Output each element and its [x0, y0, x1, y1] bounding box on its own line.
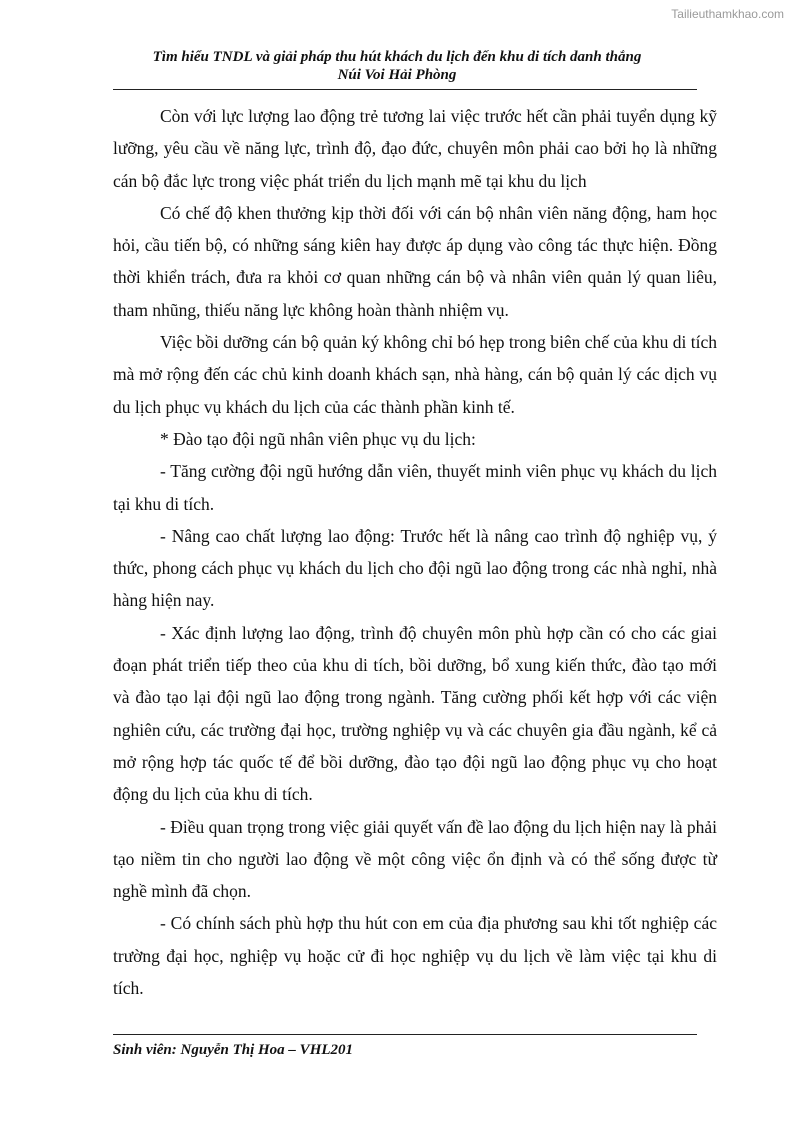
paragraph-bullet-2: - Nâng cao chất lượng lao động: Trước hết là nâng cao trình độ nghiệp vụ, ý thức, phong cách phục vụ khách du lịch cho đội ngũ lao động trong các nhà nghỉ, nhà hàng hiện nay.: [113, 525, 717, 611]
paragraph-bullet-3: - Xác định lượng lao động, trình độ chuyên môn phù hợp cần có cho các giai đoạn phát triển tiếp theo của khu di tích, bồi dưỡng, bổ xung kiến thức, đào tạo mới và đào tạo lại đội ngũ lao động trong ngành. Tăng cường phối kết hợp với các viện nghiên cứu, các trường đại học, trường nghiệp vụ và các chuyên gia đầu ngành, kể cả mở rộng hợp tác quốc tế để bồi dưỡng, đào tạo đội ngũ lao động phục vụ cho hoạt động du lịch của khu di tích.: [113, 622, 717, 805]
paragraph-bullet-5: - Có chính sách phù hợp thu hút con em của địa phương sau khi tốt nghiệp các trường đại học, nghiệp vụ hoặc cử đi học nghiệp vụ du lịch về làm việc tại khu di tích.: [113, 913, 717, 999]
paragraph-3: Việc bồi dưỡng cán bộ quản ký không chỉ bó hẹp trong biên chế của khu di tích mà mở rộng đến các chủ kinh doanh khách sạn, nhà hàng, cán bộ quản lý các dịch vụ du lịch phục vụ khách du lịch của các thành phần kinh tế.: [113, 332, 717, 417]
paragraph-2: Có chế độ khen thưởng kịp thời đối với cán bộ nhân viên năng động, ham học hỏi, cầu tiến bộ, có những sáng kiên hay được áp dụng vào công tác thực hiện. Đồng thời khiển trách, đưa ra khỏi cơ quan những cán bộ và nhân viên quản lý quan liêu, tham nhũng, thiếu năng lực không hoàn thành nhiệm vụ.: [113, 202, 717, 320]
watermark-text: Tailieuthamkhao.com: [671, 7, 784, 21]
paragraph-1: Còn với lực lượng lao động trẻ tương lai việc trước hết cần phải tuyển dụng kỹ lưỡng, yêu cầu về năng lực, trình độ, đạo đức, chuyên môn phải cao bởi họ là những cán bộ đắc lực trong việc phát triển du lịch mạnh mẽ tại khu du lịch: [113, 106, 717, 191]
footer-divider: [113, 1034, 697, 1035]
footer-student: Sinh viên: Nguyễn Thị Hoa – VHL201: [113, 1042, 354, 1058]
header-title-line2: Núi Voi Hải Phòng: [337, 67, 457, 83]
page-header: [100, 48, 694, 84]
header-divider: [113, 89, 697, 90]
paragraph-bullet-4: - Điều quan trọng trong việc giải quyết vấn đề lao động du lịch hiện nay là phải tạo niềm tin cho người lao động về một công việc ổn định và có thể sống được từ nghề mình đã chọn.: [113, 816, 717, 902]
section-heading: * Đào tạo đội ngũ nhân viên phục vụ du lịch:: [160, 428, 476, 449]
document-body: [113, 100, 717, 1004]
paragraph-bullet-1: - Tăng cường đội ngũ hướng dẫn viên, thuyết minh viên phục vụ khách du lịch tại khu di tích.: [113, 461, 717, 514]
header-title-line1: Tìm hiểu TNDL và giải pháp thu hút khách du lịch đến khu di tích danh thắng: [152, 49, 642, 65]
